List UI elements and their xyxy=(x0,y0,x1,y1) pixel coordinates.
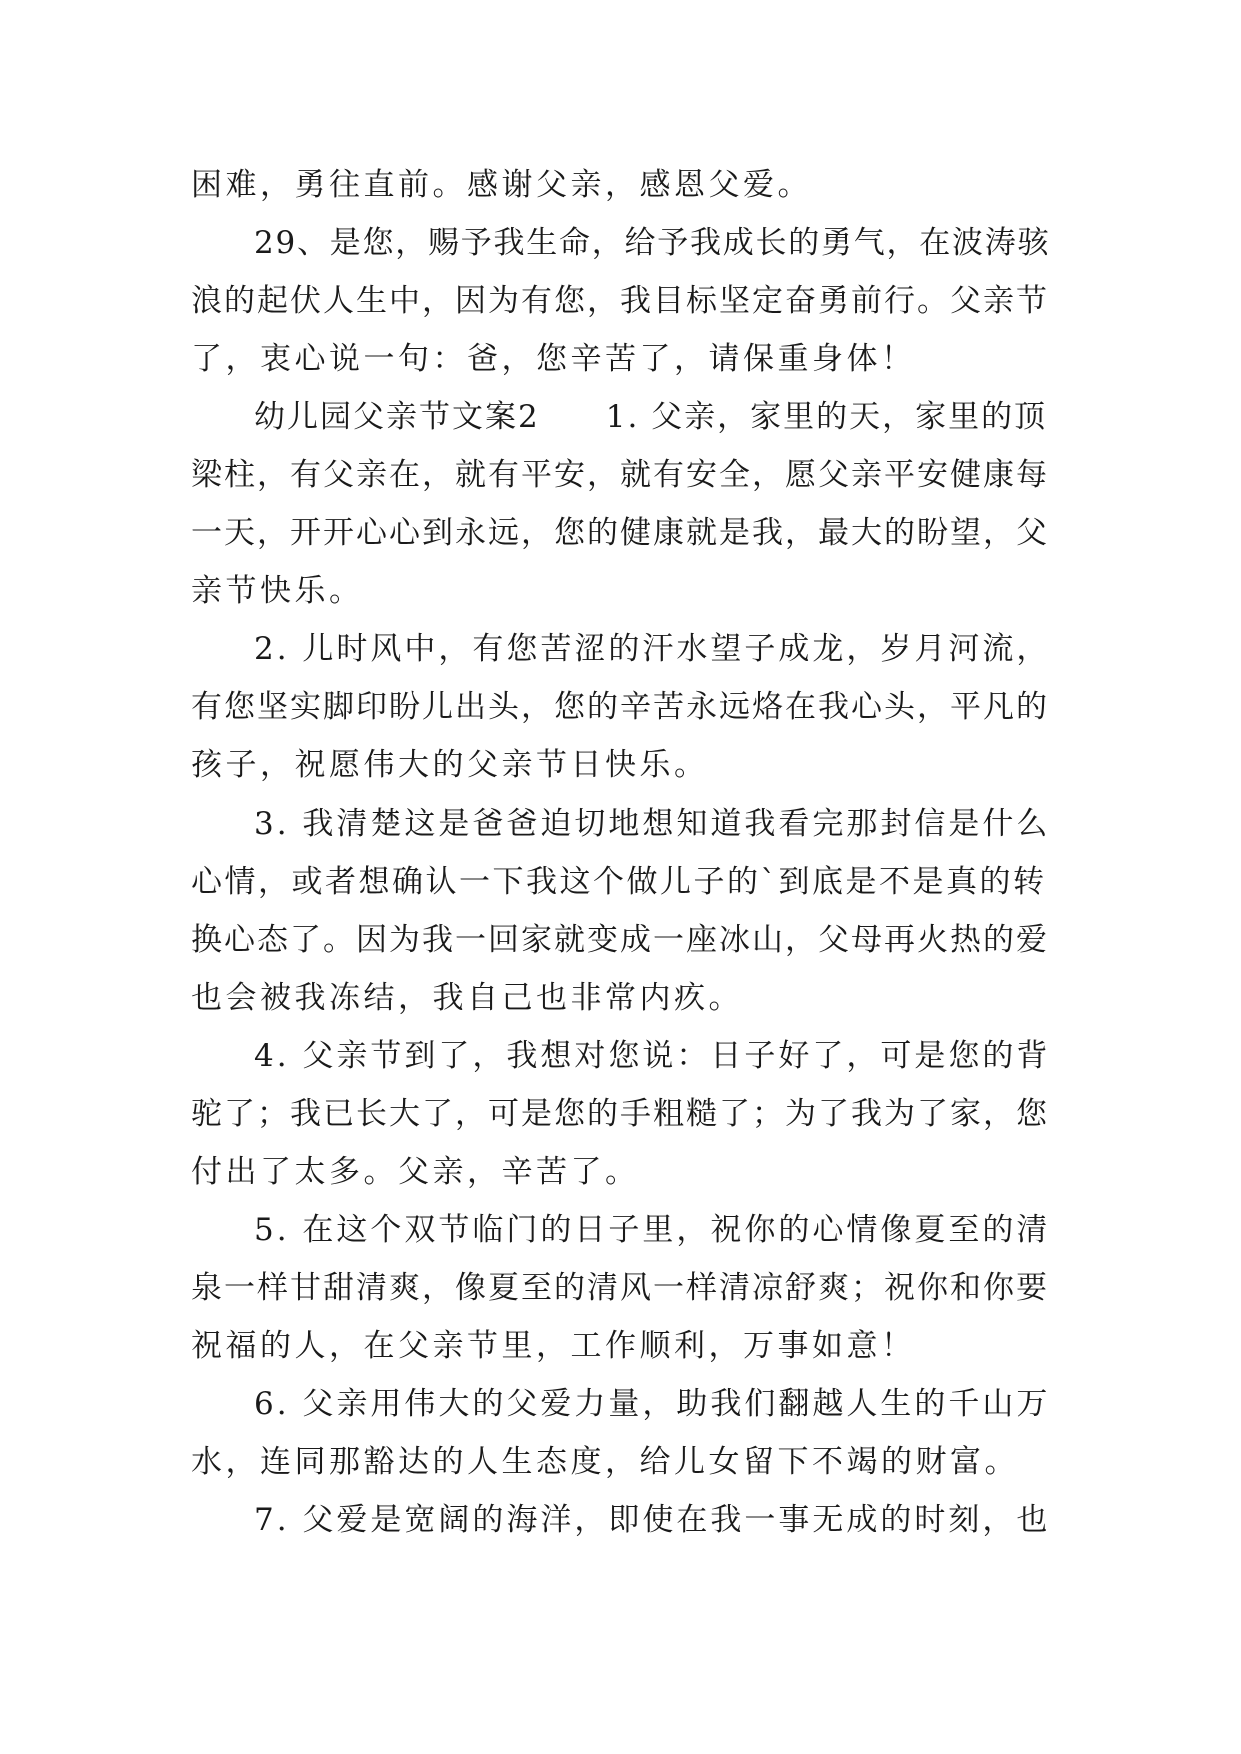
text-line: 祝福的人，在父亲节里，工作顺利，万事如意！ xyxy=(191,1328,916,1364)
text-line: 泉一样甘甜清爽，像夏至的清风一样清凉舒爽；祝你和你要 xyxy=(191,1270,1049,1306)
text-line: 浪的起伏人生中，因为有您，我目标坚定奋勇前行。父亲节 xyxy=(191,283,1049,319)
text-line: 一天，开开心心到永远，您的健康就是我，最大的盼望，父 xyxy=(191,515,1049,551)
text-line: 6. 父亲用伟大的父爱力量，助我们翻越人生的千山万 xyxy=(254,1386,1051,1422)
text-line: 换心态了。因为我一回家就变成一座冰山，父母再火热的爱 xyxy=(191,922,1049,958)
text-line: 困难，勇往直前。感谢父亲，感恩父爱。 xyxy=(191,167,812,203)
text-line: 5. 在这个双节临门的日子里，祝你的心情像夏至的清 xyxy=(254,1212,1051,1248)
text-line: 梁柱，有父亲在，就有平安，就有安全，愿父亲平安健康每 xyxy=(191,457,1049,493)
text-line: 孩子，祝愿伟大的父亲节日快乐。 xyxy=(191,747,709,783)
text-line: 驼了；我已长大了，可是您的手粗糙了；为了我为了家，您 xyxy=(191,1096,1049,1132)
text-line: 4. 父亲节到了，我想对您说：日子好了，可是您的背 xyxy=(254,1038,1051,1074)
text-line: 7. 父爱是宽阔的海洋，即使在我一事无成的时刻，也 xyxy=(254,1502,1051,1538)
text-line: 幼儿园父亲节文案2 1. 父亲，家里的天，家里的顶 xyxy=(254,399,1048,435)
text-line: 心情，或者想确认一下我这个做儿子的`到底是不是真的转 xyxy=(191,864,1047,900)
text-line: 有您坚实脚印盼儿出头，您的辛苦永远烙在我心头，平凡的 xyxy=(191,689,1049,725)
text-line: 付出了太多。父亲，辛苦了。 xyxy=(191,1154,640,1190)
text-line: 水，连同那豁达的人生态度，给儿女留下不竭的财富。 xyxy=(191,1444,1019,1480)
text-line: 亲节快乐。 xyxy=(191,573,364,609)
text-line: 了，衷心说一句：爸，您辛苦了，请保重身体！ xyxy=(191,341,916,377)
text-line: 3. 我清楚这是爸爸迫切地想知道我看完那封信是什么 xyxy=(254,806,1051,842)
text-line: 29、是您，赐予我生命，给予我成长的勇气，在波涛骇 xyxy=(254,225,1051,261)
text-line: 也会被我冻结，我自己也非常内疚。 xyxy=(191,980,743,1016)
text-line: 2. 儿时风中，有您苦涩的汗水望子成龙，岁月河流， xyxy=(254,631,1051,667)
